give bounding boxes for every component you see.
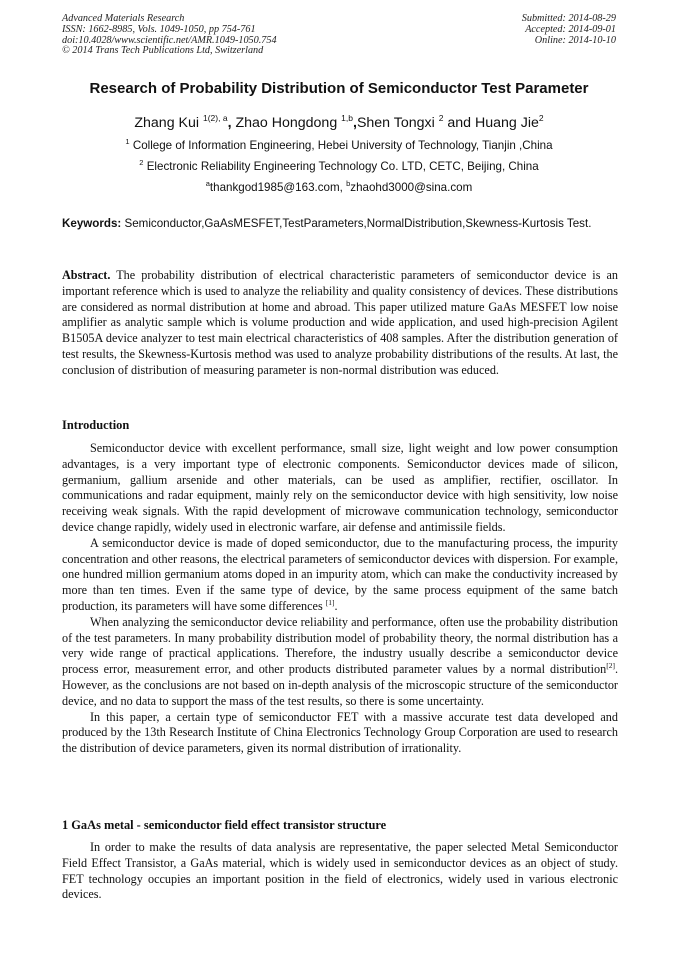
citation-ref[interactable]: [2]	[606, 661, 615, 671]
email-marker: a	[205, 179, 210, 188]
keywords-block	[62, 217, 618, 232]
email-marker: b	[346, 179, 351, 188]
keywords-text: Semiconductor,GaAsMESFET,TestParameters,NormalDistribution,Skewness-Kurtosis Test.	[121, 217, 592, 230]
keywords-label: Keywords:	[62, 217, 122, 230]
author-affiliation-marker: 1(2), a	[202, 113, 228, 123]
citation-ref[interactable]: [1]	[325, 597, 335, 607]
abstract-block	[62, 268, 618, 379]
paragraph: In this paper, a certain type of semiconductor FET with a massive accurate test data developed and produced by the 13th Research Institute of China Electronics Technology Group Corporation are used to research the distribution of device parameters, given its normal distribution of irrationality.	[62, 709, 618, 756]
author-affiliation-marker: 2	[538, 113, 544, 123]
author-separator: ,	[352, 115, 357, 131]
author-name: Zhao Hongdong	[235, 115, 342, 131]
email-link[interactable]: zhaohd3000@sina.com	[350, 181, 473, 194]
affiliation-1	[40, 139, 638, 153]
affiliation-marker: 1	[125, 137, 130, 146]
paragraph	[62, 536, 618, 615]
affiliation-2	[40, 160, 638, 174]
paragraph	[62, 615, 618, 710]
submitted-date: Submitted: 2014-08-29	[521, 13, 616, 24]
email-link[interactable]: thankgod1985@163.com,	[209, 181, 347, 194]
journal-header-left	[62, 14, 277, 57]
affiliation-marker: 2	[139, 158, 144, 167]
author-name: Zhang Kui	[134, 115, 203, 131]
journal-copyright: © 2014 Trans Tech Publications Ltd, Switzerland	[62, 45, 264, 57]
paragraph: In order to make the results of data analysis are representative, the paper selected Metal Semiconductor Field Effect Transistor, a GaAs material, which is widely used in semiconductor devices as an object of study. FET technology occupies an important position in the field of electronics, widely used in various electronic devices.	[62, 840, 618, 902]
author-conjunction: and	[443, 115, 476, 131]
journal-name: Advanced Materials Research	[62, 13, 185, 24]
author-affiliation-marker: 2	[438, 113, 444, 123]
author-name: Shen Tongxi	[356, 115, 439, 131]
author-name: Huang Jie	[475, 115, 539, 131]
author-affiliation-marker: 1,b	[341, 113, 353, 123]
author-separator: ,	[227, 115, 236, 131]
paragraph-text: .	[334, 598, 338, 613]
author-emails	[40, 181, 638, 195]
paragraph-text: When analyzing the semiconductor device reliability and performance, often use the probability distribution of the test parameters. In many probability distribution model of probability theory, the normal distribution has a very wide range of practical applications. Therefore, the industry usually describe a semiconductor device process error, measurement error, and other products distributed parameter values by a normal distribution	[62, 614, 618, 677]
introduction-body	[62, 441, 618, 757]
affiliation-text: Electronic Reliability Engineering Technology Co. LTD, CETC, Beijing, China	[143, 160, 539, 173]
section-1-heading: 1 GaAs metal - semiconductor field effect transistor structure	[62, 818, 387, 832]
abstract-label: Abstract.	[62, 268, 111, 282]
section-1-body	[62, 840, 618, 903]
paragraph-text: . However, as the conclusions are not based on in-depth analysis of the microscopic structure of the semiconductor device, and no data to support the mass of the test results, so there is some uncertainty.	[62, 662, 618, 708]
journal-header-right	[522, 14, 616, 46]
accepted-date: Accepted: 2014-09-01	[525, 23, 616, 35]
online-date: Online: 2014-10-10	[534, 34, 616, 46]
paragraph: Semiconductor device with excellent performance, small size, light weight and low power consumption advantages, is a very important type of electronic components. Semiconductor devices made of silicon, germanium, gallium arsenide and other materials, can be used as amplifier, rectifier, oscillator. In communications and radar equipment, mainly rely on the semiconductor device with high sensitivity, low noise receiving weak signals. With the rapid development of microwave communication technology, semiconductor device change rapidly, widely used in electronic warfare, air defense and antimissile fields.	[62, 441, 618, 534]
affiliation-text: College of Information Engineering, Hebei University of Technology, Tianjin ,China	[129, 139, 553, 152]
paragraph-text: A semiconductor device is made of doped semiconductor, due to the manufacturing process, the impurity concentration and other reasons, the electrical parameters of semiconductor devices with dispersion. For example, one hundred million germanium atoms doped in an impurity atom, which can make the conductivity increased by more than ten times. Even if the same type of device, by the same process equipment of the same batch production, its parameters will have some differences	[62, 535, 618, 613]
author-list	[40, 114, 638, 132]
journal-issn: ISSN: 1662-8985, Vols. 1049-1050, pp 754-761	[62, 23, 256, 35]
paper-title: Research of Probability Distribution of Semiconductor Test Parameter	[89, 80, 589, 97]
abstract-text: The probability distribution of electrical characteristic parameters of semiconductor device is an important reference which is used to analyze the reliability and quality consistency of devices. These distributions are considered as normal distribution at home and abroad. This paper utilized mature GaAs MESFET low noise amplifier as analytic sample which is volume production and wide application, and used high-precision Agilent B1505A device analyzer to test main electrical characteristics of 408 samples. After the distribution generation of test results, the Skewness-Kurtosis method was used to analyze probability distributions of the results. At last, the conclusion of distribution of measuring parameter is non-normal distribution was educed.	[62, 268, 618, 377]
journal-doi: doi:10.4028/www.scientific.net/AMR.1049-1050.754	[62, 34, 277, 46]
introduction-heading: Introduction	[62, 418, 130, 432]
